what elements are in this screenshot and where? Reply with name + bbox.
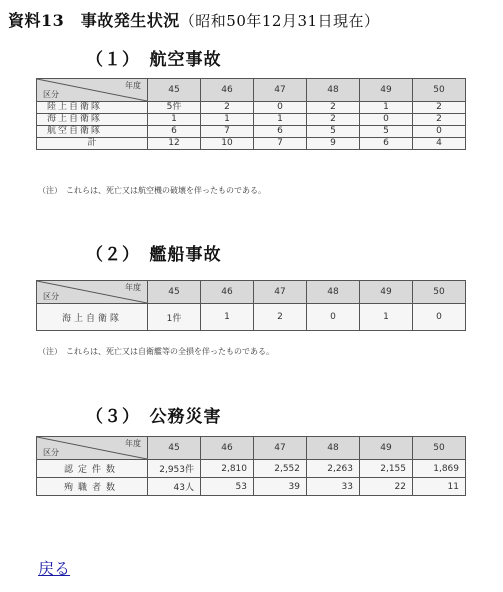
table-cell: 1 [201, 304, 254, 331]
table-cell: 2 [201, 102, 254, 114]
table-cell: 2 [254, 304, 307, 331]
year-header: 49 [360, 79, 413, 102]
table-cell: 11 [413, 478, 466, 496]
page-title-date: （昭和50年12月31日現在） [179, 12, 380, 30]
table-cell: 7 [254, 138, 307, 150]
header-category-label: 区分 [43, 292, 59, 301]
table-cell: 1 [360, 102, 413, 114]
table-row [37, 114, 466, 126]
table-cell: 2 [307, 102, 360, 114]
table-row [37, 102, 466, 114]
row-label: 海上自衛隊 [37, 304, 148, 331]
year-header: 45 [148, 79, 201, 102]
table-cell: 1 [201, 114, 254, 126]
table-cell: 0 [413, 126, 466, 138]
table-cell: 2,810 [201, 460, 254, 478]
header-year-label: 年度 [125, 439, 141, 448]
back-link[interactable]: 戻る [38, 559, 71, 578]
header-category-label: 区分 [43, 90, 59, 99]
table-cell: 2,552 [254, 460, 307, 478]
table-cell: 12 [148, 138, 201, 150]
header-corner-cell [37, 437, 148, 460]
page-title [8, 8, 380, 31]
row-label: 陸上自衛隊 [37, 102, 148, 114]
table-cell: 1 [254, 114, 307, 126]
table-cell: 0 [360, 114, 413, 126]
row-label: 殉職者数 [37, 478, 148, 496]
year-header: 48 [307, 437, 360, 460]
table-cell: 39 [254, 478, 307, 496]
table-cell: 2 [413, 114, 466, 126]
row-label: 航空自衛隊 [37, 126, 148, 138]
year-header: 45 [148, 281, 201, 304]
ship-note: （注） これらは、死亡又は自衛艦等の全損を伴ったものである。 [38, 347, 274, 356]
year-header: 50 [413, 281, 466, 304]
year-header: 49 [360, 281, 413, 304]
table-row [37, 478, 466, 496]
table-header-row [37, 79, 466, 102]
table-cell: 0 [413, 304, 466, 331]
page-title-main: 資料13 事故発生状況 [8, 11, 180, 30]
table-row [37, 460, 466, 478]
table-cell: 2,953件 [148, 460, 201, 478]
year-header: 48 [307, 281, 360, 304]
row-label-total: 計 [37, 138, 148, 150]
table-cell: 22 [360, 478, 413, 496]
table-cell: 0 [254, 102, 307, 114]
header-year-label: 年度 [125, 81, 141, 90]
table-cell: 6 [360, 138, 413, 150]
table-cell: 5件 [148, 102, 201, 114]
year-header: 47 [254, 437, 307, 460]
year-header: 50 [413, 437, 466, 460]
aviation-section-title: （１） 航空事故 [86, 50, 222, 70]
table-cell: 6 [254, 126, 307, 138]
table-cell: 7 [201, 126, 254, 138]
table-cell: 4 [413, 138, 466, 150]
year-header: 46 [201, 437, 254, 460]
year-header: 45 [148, 437, 201, 460]
header-corner-cell [37, 79, 148, 102]
table-row [37, 304, 466, 331]
year-header: 49 [360, 437, 413, 460]
year-header: 47 [254, 281, 307, 304]
table-cell: 33 [307, 478, 360, 496]
table-cell: 2,155 [360, 460, 413, 478]
ship-accident-table [36, 280, 466, 331]
year-header: 48 [307, 79, 360, 102]
table-total-row [37, 138, 466, 150]
table-cell: 1件 [148, 304, 201, 331]
year-header: 47 [254, 79, 307, 102]
table-cell: 1 [360, 304, 413, 331]
aviation-accident-table [36, 78, 466, 150]
table-cell: 1,869 [413, 460, 466, 478]
table-cell: 43人 [148, 478, 201, 496]
header-category-label: 区分 [43, 448, 59, 457]
row-label: 海上自衛隊 [37, 114, 148, 126]
header-corner-cell [37, 281, 148, 304]
ship-section-title: （２） 艦船事故 [86, 245, 222, 265]
table-row [37, 126, 466, 138]
aviation-note: （注） これらは、死亡又は航空機の破壊を伴ったものである。 [38, 186, 266, 195]
row-label: 認定件数 [37, 460, 148, 478]
header-year-label: 年度 [125, 283, 141, 292]
table-cell: 2,263 [307, 460, 360, 478]
table-cell: 2 [307, 114, 360, 126]
table-header-row [37, 281, 466, 304]
duty-section-title: （３） 公務災害 [86, 407, 222, 427]
table-cell: 5 [360, 126, 413, 138]
year-header: 46 [201, 79, 254, 102]
table-cell: 53 [201, 478, 254, 496]
table-cell: 6 [148, 126, 201, 138]
table-cell: 9 [307, 138, 360, 150]
table-cell: 1 [148, 114, 201, 126]
table-cell: 2 [413, 102, 466, 114]
table-cell: 0 [307, 304, 360, 331]
table-cell: 10 [201, 138, 254, 150]
duty-casualty-table [36, 436, 466, 496]
table-cell: 5 [307, 126, 360, 138]
year-header: 50 [413, 79, 466, 102]
year-header: 46 [201, 281, 254, 304]
table-header-row [37, 437, 466, 460]
